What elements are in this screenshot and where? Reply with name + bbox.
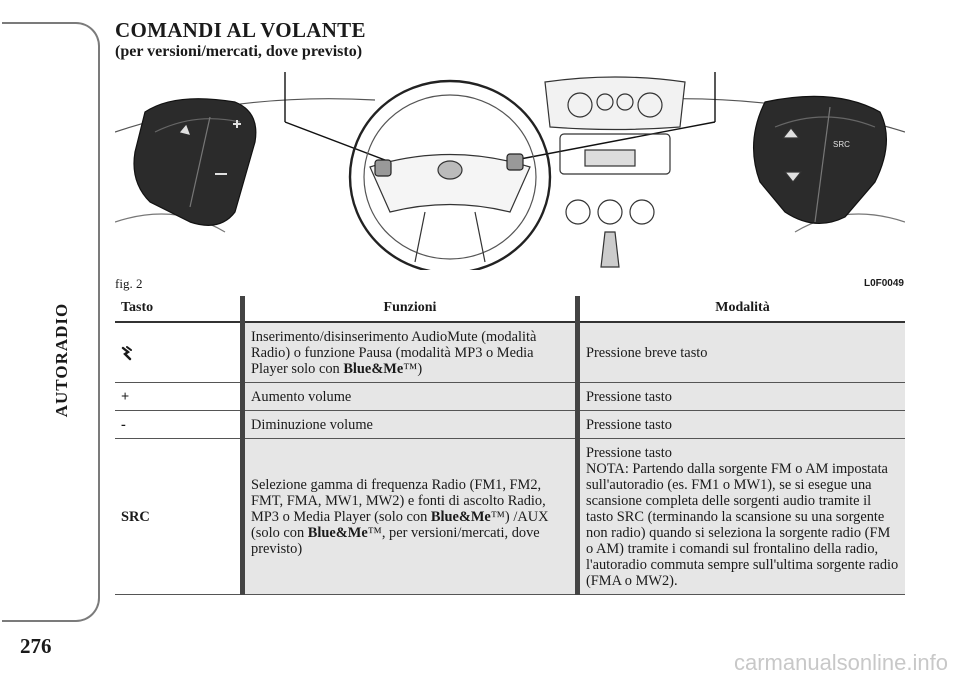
figure-caption: fig. 2 [115,276,143,291]
function-cell: Diminuzione volume [243,411,578,439]
section-label: AUTORADIO [52,302,71,418]
function-text: Selezione gamma di frequenza Radio (FM1, FM2, FMT, FMA, MW1, MW2) e fonti di ascolto Radio, MP3 o Media Player (solo con [251,477,546,525]
left-control-pad [134,99,256,226]
instrument-cluster [545,77,685,130]
mode-cell: Pressione tasto [578,411,906,439]
mode-cell: Pressione breve tasto [578,322,906,383]
controls-table [115,296,905,595]
watermark-text: carmanualsonline.info [733,650,948,675]
page-subtitle: (per versioni/mercati, dove previsto) [115,43,363,60]
function-cell [243,439,578,595]
header-key: Tasto [115,296,243,322]
mode-note: NOTA: Partendo dalla sorgente FM o AM impostata sull'autoradio (es. FM1 o MW1), se si esegue una scansione completa delle sorgenti audio tramite il tasto SRC (terminando la scansione su una sorgente non radio) quando si seleziona la sorgente radio (FM o AM) tramite i comandi sul frontalino della radio, l'autoradio commuta sempre sull'ultima sorgente radio (FMA o MW2). [586,461,899,589]
function-text-end: ™) [403,361,423,377]
function-cell [243,322,578,383]
table-header-row [115,296,905,322]
header-function: Funzioni [243,296,578,322]
brand-name: Blue&Me [343,361,404,377]
key-cell: - [115,411,243,439]
steering-wheel [350,81,550,270]
center-console [560,134,670,267]
right-control-pad [754,96,887,223]
page-number: 276 [20,634,52,658]
key-cell [115,322,243,383]
brand-name: Blue&Me [430,509,491,525]
src-pad-label: SRC [833,140,850,149]
mode-cell [578,439,906,595]
mute-icon [121,345,133,361]
mode-cell: Pressione tasto [578,383,906,411]
brand-name: Blue&Me [307,525,368,541]
steering-wheel-illustration [115,72,905,270]
key-cell: SRC [115,439,243,595]
figure-code: L0F0049 [863,278,904,289]
table-row [115,411,905,439]
function-cell: Aumento volume [243,383,578,411]
function-text-mid: ™) /AUX (solo con [251,509,549,541]
function-text-end: ™, per versioni/mercati, dove previsto) [251,525,540,557]
page-title: COMANDI AL VOLANTE [115,18,366,42]
table-row [115,383,905,411]
side-tab-frame [2,22,100,622]
table-row [115,322,905,383]
table-row [115,439,905,595]
function-text: Inserimento/disinserimento AudioMute (modalità Radio) o funzione Pausa (modalità MP3 o Media Player solo con [251,329,537,377]
key-cell: + [115,383,243,411]
header-mode: Modalità [578,296,906,322]
mode-line: Pressione tasto [586,445,672,461]
